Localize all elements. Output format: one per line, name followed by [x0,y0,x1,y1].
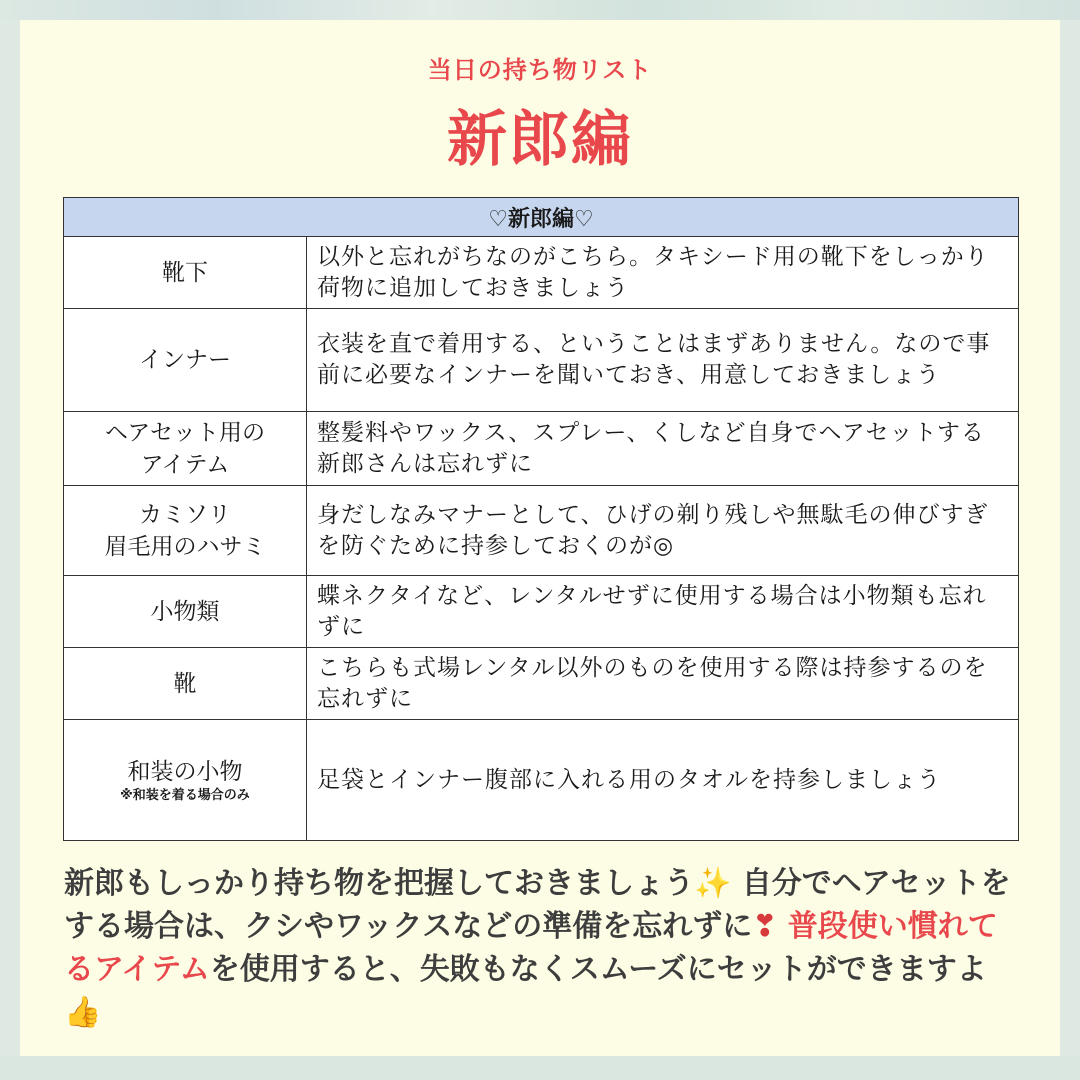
item-description: こちらも式場レンタル以外のものを使用する際は持参するのを忘れずに [307,648,1019,720]
item-description: 足袋とインナー腹部に入れる用のタオルを持参しましょう [307,720,1019,841]
item-name: 靴下 [64,237,307,309]
item-name: インナー [64,309,307,412]
caption-highlight: 普段使い慣れてるアイテム [64,909,998,987]
item-description: 衣装を直で着用する、ということはまずありません。なので事前に必要なインナーを聞いておき、用意しておきましょう [307,309,1019,412]
caption-part1: 新郎もしっかり持ち物を把握しておきましょう [64,866,694,901]
table-row [64,648,1019,720]
decorative-bottom-band [0,1056,1080,1080]
table-heading: ♡新郎編♡ [64,198,1019,237]
item-note: ※和装を着る場合のみ [120,788,250,803]
item-name: 靴 [64,648,307,720]
item-description: 蝶ネクタイなど、レンタルせずに使用する場合は小物類も忘れずに [307,576,1019,648]
thumbs-up-icon: 👍 [64,995,102,1030]
table-row [64,309,1019,412]
decorative-top-band [0,0,1080,20]
page-subtitle: 当日の持ち物リスト [427,56,653,84]
item-name: 小物類 [64,576,307,648]
table-row [64,412,1019,486]
item-name: カミソリ 眉毛用のハサミ [64,486,307,576]
sparkle-icon: ✨ [694,866,732,901]
table-row [64,486,1019,576]
item-name-cell [64,720,307,841]
caption-part2: 自分でヘアセットをする場合は、クシやワックスなどの準備を忘れずに [64,866,1011,944]
item-description: 身だしなみマナーとして、ひげの剃り残しや無駄毛の伸びすぎを防ぐために持参しておくのが◎ [307,486,1019,576]
item-name: 和装の小物 [127,759,243,785]
page-title: 新郎編 [447,105,633,175]
caption-part3: を使用すると、失敗もなくスムーズにセットができますよ [209,952,987,987]
item-name: ヘアセット用の アイテム [64,412,307,486]
table-row [64,720,1019,841]
table-row [64,576,1019,648]
table-row [64,237,1019,309]
belongings-table [63,197,1019,841]
item-description: 整髪料やワックス、スプレー、くしなど自身でヘアセットする新郎さんは忘れずに [307,412,1019,486]
item-description: 以外と忘れがちなのがこちら。タキシード用の靴下をしっかり荷物に追加しておきましょう [307,237,1019,309]
exclamation-heart-icon: ❣ [752,909,778,944]
caption-text [64,862,1024,1034]
